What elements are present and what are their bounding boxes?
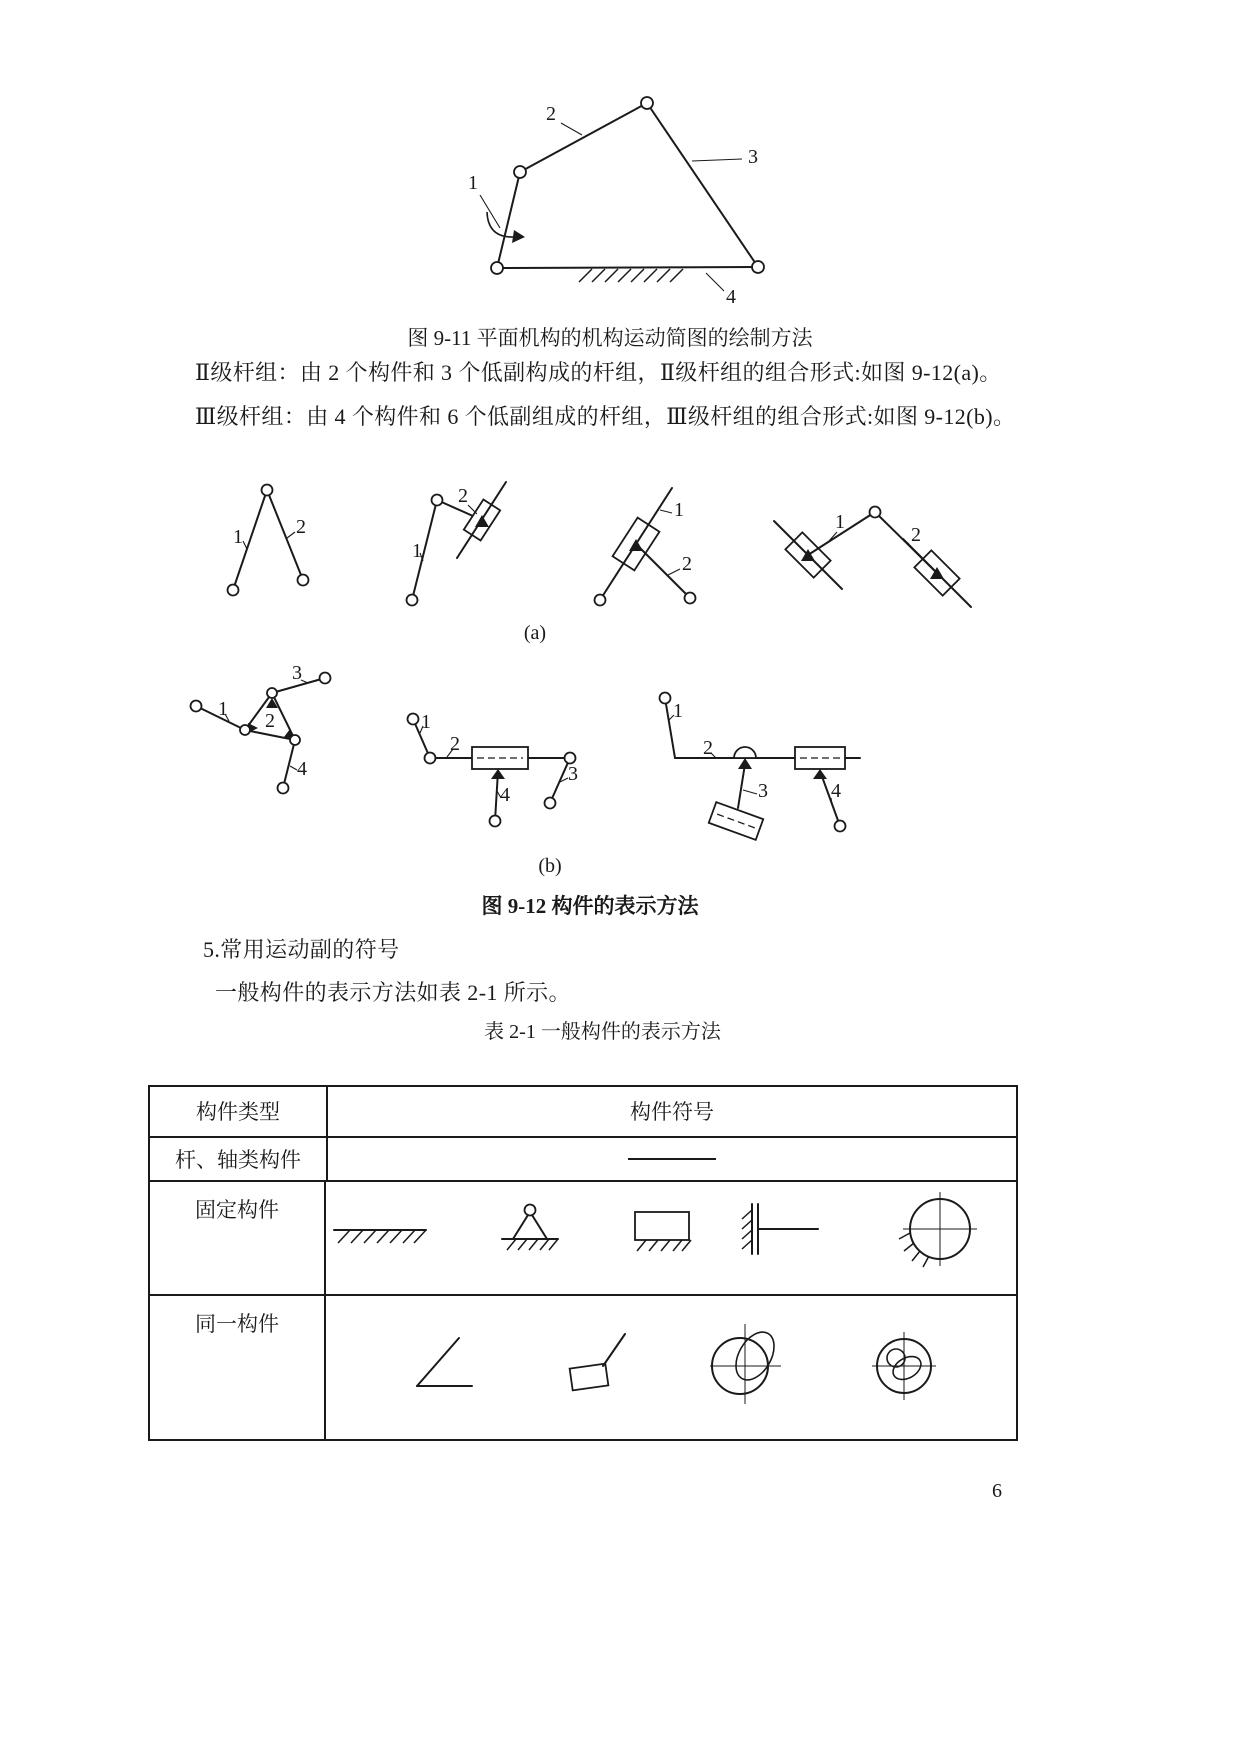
dyad-rrp-diagram bbox=[407, 482, 507, 606]
revolute-joint bbox=[408, 714, 419, 725]
triad-slider-diagram bbox=[408, 711, 579, 827]
revolute-joint bbox=[425, 753, 436, 764]
link-label: 3 bbox=[758, 780, 768, 802]
table-2-1-caption: 表 2-1 一般构件的表示方法 bbox=[484, 1021, 721, 1043]
figure-9-12b-group-forms bbox=[150, 658, 910, 848]
link-label: 4 bbox=[500, 784, 510, 806]
ground-hatching bbox=[579, 269, 683, 282]
table-header-row bbox=[150, 1087, 1016, 1136]
table-header-symbol: 构件符号 bbox=[630, 1100, 714, 1125]
revolute-joint bbox=[432, 495, 443, 506]
revolute-joint bbox=[835, 821, 846, 832]
link-label: 3 bbox=[292, 662, 302, 684]
revolute-joint bbox=[545, 798, 556, 809]
link-label: 2 bbox=[458, 485, 468, 507]
table-2-1 bbox=[148, 1085, 1018, 1441]
revolute-joint bbox=[514, 166, 526, 178]
pin-slot-joint bbox=[734, 747, 756, 758]
revolute-joint bbox=[290, 735, 300, 745]
link-label: 2 bbox=[703, 737, 713, 759]
link-label: 2 bbox=[911, 524, 921, 546]
figure-9-12a-group-forms bbox=[150, 465, 990, 620]
revolute-joint bbox=[565, 753, 576, 764]
rocker-link-3 bbox=[647, 103, 758, 267]
table-row-bar-shaft bbox=[150, 1136, 1016, 1180]
link-label: 1 bbox=[412, 540, 422, 562]
ground-link bbox=[497, 267, 758, 268]
link-label: 3 bbox=[568, 763, 578, 785]
rotation-arrowhead bbox=[512, 230, 525, 243]
dyad-prp-diagram bbox=[774, 507, 971, 608]
fixed-member-symbols bbox=[326, 1182, 1016, 1295]
revolute-joint bbox=[491, 262, 503, 274]
figure-9-12a-caption: (a) bbox=[523, 622, 547, 644]
block-link-symbol bbox=[570, 1334, 625, 1390]
section-5-heading: 5.常用运动副的符号 bbox=[203, 937, 400, 962]
revolute-joint bbox=[240, 725, 250, 735]
paragraph-grade2-group: Ⅱ级杆组：由 2 个构件和 3 个低副构成的杆组，Ⅱ级杆组的组合形式:如图 9-12(a)。 bbox=[195, 360, 1002, 385]
dyad-rrr-diagram bbox=[228, 485, 309, 596]
table-row-same-member bbox=[150, 1294, 1016, 1439]
circle-blob-link-symbol bbox=[872, 1332, 936, 1400]
link-label: 2 bbox=[546, 103, 556, 125]
triad-triangle-diagram bbox=[191, 662, 331, 794]
link-label: 1 bbox=[218, 698, 228, 720]
double-circle-link-symbol bbox=[710, 1324, 782, 1404]
revolute-joint bbox=[685, 593, 696, 604]
revolute-joint bbox=[267, 688, 277, 698]
triad-two-slider-diagram bbox=[660, 693, 861, 840]
link-label: 2 bbox=[682, 553, 692, 575]
angle-link-symbol bbox=[417, 1338, 472, 1386]
page-number: 6 bbox=[992, 1480, 1002, 1502]
revolute-joint bbox=[641, 97, 653, 109]
dyad-rpr-diagram bbox=[595, 488, 696, 606]
link-label: 1 bbox=[673, 700, 683, 722]
revolute-joint bbox=[407, 595, 418, 606]
bar-shaft-line-symbol bbox=[628, 1158, 716, 1160]
revolute-joint bbox=[262, 485, 273, 496]
fixed-block-symbol bbox=[635, 1212, 691, 1251]
figure-9-11-mechanism-diagram bbox=[430, 85, 810, 320]
link-label: 3 bbox=[748, 146, 758, 168]
link-label: 1 bbox=[835, 511, 845, 533]
table-row-fixed-member bbox=[150, 1180, 1016, 1294]
leader-line bbox=[561, 123, 582, 135]
link-label: 2 bbox=[296, 516, 306, 538]
row-type-label: 同一构件 bbox=[150, 1296, 326, 1439]
coupler-link-2 bbox=[520, 103, 647, 172]
table-header-type: 构件类型 bbox=[150, 1087, 328, 1136]
link-label: 1 bbox=[421, 711, 431, 733]
pin-support-symbol bbox=[502, 1204, 558, 1250]
revolute-joint bbox=[191, 701, 202, 712]
link-label: 4 bbox=[831, 780, 841, 802]
revolute-joint bbox=[228, 585, 239, 596]
revolute-joint bbox=[320, 673, 331, 684]
fixed-circle-symbol bbox=[899, 1192, 977, 1267]
ground-hatch-symbol bbox=[334, 1230, 426, 1243]
same-member-symbols bbox=[326, 1296, 1016, 1439]
link-label: 1 bbox=[468, 172, 478, 194]
row-type-label: 固定构件 bbox=[150, 1182, 326, 1294]
link-label: 1 bbox=[674, 499, 684, 521]
link-label: 4 bbox=[297, 758, 307, 780]
figure-9-12b-caption: (b) bbox=[538, 855, 562, 877]
revolute-joint bbox=[752, 261, 764, 273]
link-label: 2 bbox=[450, 733, 460, 755]
wall-pin-symbol bbox=[742, 1204, 818, 1254]
figure-9-11-caption: 图 9-11 平面机构的机构运动简图的绘制方法 bbox=[407, 326, 813, 350]
revolute-joint bbox=[278, 783, 289, 794]
figure-9-12-caption: 图 9-12 构件的表示方法 bbox=[481, 894, 699, 918]
link-label: 4 bbox=[726, 286, 736, 308]
link-label: 1 bbox=[233, 526, 243, 548]
leader-line bbox=[692, 159, 742, 161]
link-label: 2 bbox=[265, 710, 275, 732]
row-type-label: 杆、轴类构件 bbox=[150, 1138, 328, 1180]
crank-link-1 bbox=[497, 172, 520, 268]
revolute-joint bbox=[660, 693, 671, 704]
leader-line bbox=[706, 273, 724, 291]
revolute-joint bbox=[870, 507, 881, 518]
revolute-joint bbox=[490, 816, 501, 827]
slider-block bbox=[709, 802, 764, 840]
paragraph-grade3-group: Ⅲ级杆组：由 4 个构件和 6 个低副组成的杆组，Ⅲ级杆组的组合形式:如图 9-12(b)。 bbox=[195, 404, 1016, 429]
leader-line bbox=[480, 195, 500, 228]
revolute-joint bbox=[298, 575, 309, 586]
revolute-joint bbox=[595, 595, 606, 606]
table-2-1-intro: 一般构件的表示方法如表 2-1 所示。 bbox=[215, 980, 571, 1005]
